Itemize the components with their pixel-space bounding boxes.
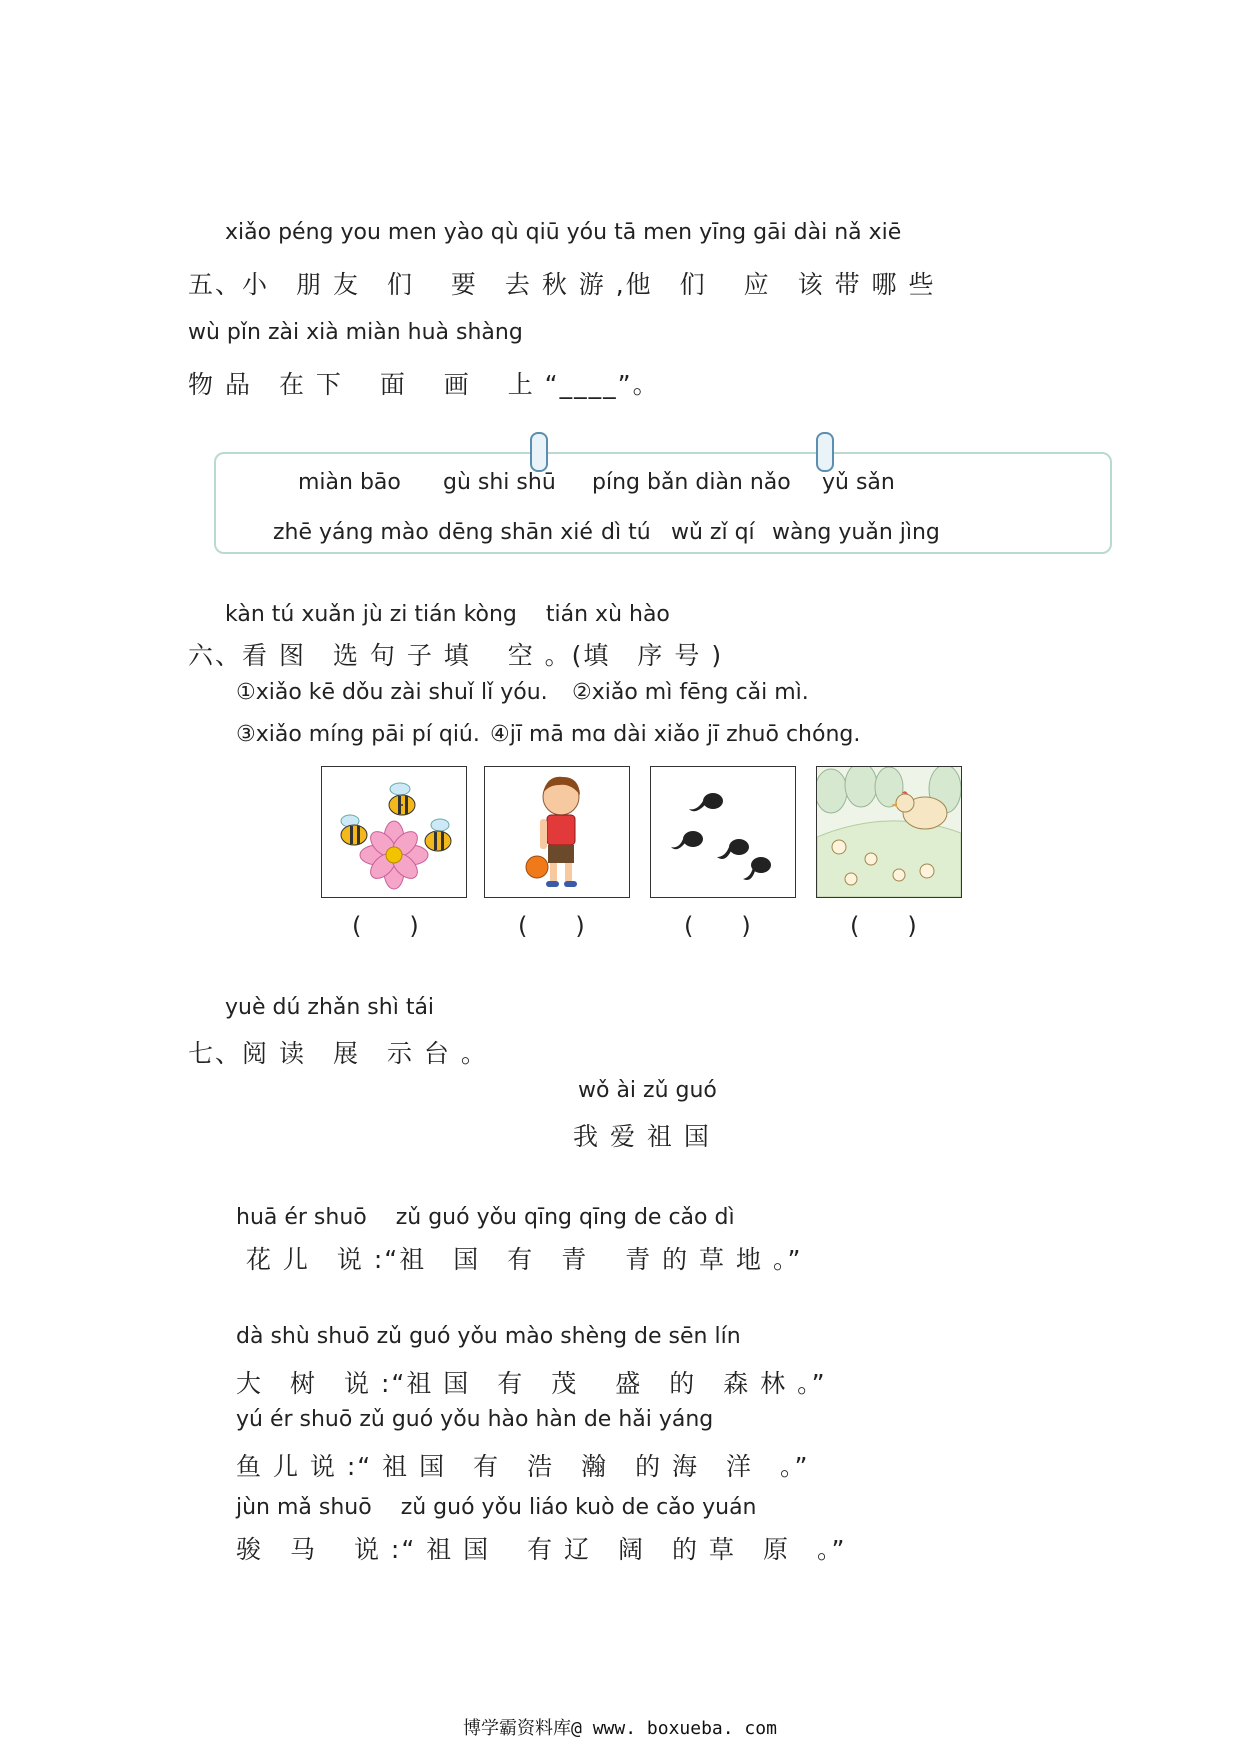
poem-title: 我 爱 祖 国 <box>573 1122 711 1151</box>
word-item[interactable]: dēng shān xié <box>438 520 593 545</box>
word-item[interactable]: dì tú <box>601 520 651 545</box>
poem-line-pinyin: dà shù shuō zǔ guó yǒu mào shèng de sēn lín <box>236 1324 741 1349</box>
binder-clip-icon <box>816 432 834 472</box>
q5-heading: 五、小 朋 友 们 要 去 秋 游 ,他 们 应 该 带 哪 些 <box>188 270 936 299</box>
answer-blank[interactable]: ( ) <box>518 912 585 940</box>
poem-line: 大 树 说 :“祖 国 有 茂 盛 的 森 林 。” <box>236 1369 827 1398</box>
picture-boy-with-ball <box>484 766 630 898</box>
word-item[interactable]: wàng yuǎn jìng <box>772 520 940 545</box>
word-item[interactable]: miàn bāo <box>298 470 401 495</box>
word-item[interactable]: gù shi shū <box>443 470 556 495</box>
tadpole-icon <box>717 839 749 859</box>
bee-icon <box>425 819 451 851</box>
q6-heading: 六、看 图 选 句 子 填 空 。(填 序 号 ) <box>188 641 724 670</box>
ball-icon <box>526 856 548 878</box>
picture-bees-and-flower <box>321 766 467 898</box>
poem-line: 花 儿 说 :“祖 国 有 青 青 的 草 地 。” <box>236 1245 803 1274</box>
bee-icon <box>389 783 415 815</box>
poem-line-pinyin: huā ér shuō zǔ guó yǒu qīng qīng de cǎo dì <box>236 1205 735 1230</box>
q5-pinyin-line1: xiǎo péng you men yào qù qiū yóu tā men yīng gāi dài nǎ xiē <box>225 220 902 245</box>
footer-watermark: 博学霸资料库@ www. boxueba. com <box>463 1718 777 1739</box>
poem-line: 骏 马 说 :“ 祖 国 有 辽 阔 的 草 原 。” <box>236 1535 847 1564</box>
poem-line-pinyin: jùn mǎ shuō zǔ guó yǒu liáo kuò de cǎo yuán <box>236 1495 757 1520</box>
sentence-option: ④jī mā mɑ dài xiǎo jī zhuō chóng. <box>490 722 861 747</box>
poem-line-pinyin: yú ér shuō zǔ guó yǒu hào hàn de hǎi yáng <box>236 1407 714 1432</box>
word-item[interactable]: píng bǎn diàn nǎo <box>592 470 791 495</box>
q7-pinyin: yuè dú zhǎn shì tái <box>225 995 435 1020</box>
sentence-option: ①xiǎo kē dǒu zài shuǐ lǐ yóu. <box>236 680 548 705</box>
q5-pinyin-line2: wù pǐn zài xià miàn huà shàng <box>188 320 523 345</box>
sentence-option: ②xiǎo mì fēng cǎi mì. <box>572 680 809 705</box>
word-item[interactable]: wǔ zǐ qí <box>671 520 755 545</box>
word-item[interactable]: zhē yáng mào <box>273 520 429 545</box>
bee-icon <box>341 815 367 845</box>
binder-clip-icon <box>530 432 548 472</box>
tadpole-icon <box>671 831 703 849</box>
q7-heading: 七、阅 读 展 示 台 。 <box>188 1039 488 1068</box>
answer-blank[interactable]: ( ) <box>684 912 751 940</box>
picture-hen-and-chicks <box>816 766 962 898</box>
q5-instruction: 物 品 在 下 面 画 上 “____”。 <box>188 370 660 399</box>
tadpole-icon <box>743 857 771 880</box>
picture-tadpoles <box>650 766 796 898</box>
sentence-option: ③xiǎo míng pāi pí qiú. <box>236 722 480 747</box>
poem-line: 鱼 儿 说 :“ 祖 国 有 浩 瀚 的 海 洋 。” <box>236 1452 810 1481</box>
answer-blank[interactable]: ( ) <box>352 912 419 940</box>
answer-blank[interactable]: ( ) <box>850 912 917 940</box>
word-item[interactable]: yǔ sǎn <box>822 470 895 495</box>
q6-pinyin: kàn tú xuǎn jù zi tián kòng tián xù hào <box>225 602 670 627</box>
flower-icon <box>360 821 428 889</box>
poem-title-pinyin: wǒ ài zǔ guó <box>578 1078 717 1103</box>
tadpole-icon <box>689 793 723 811</box>
